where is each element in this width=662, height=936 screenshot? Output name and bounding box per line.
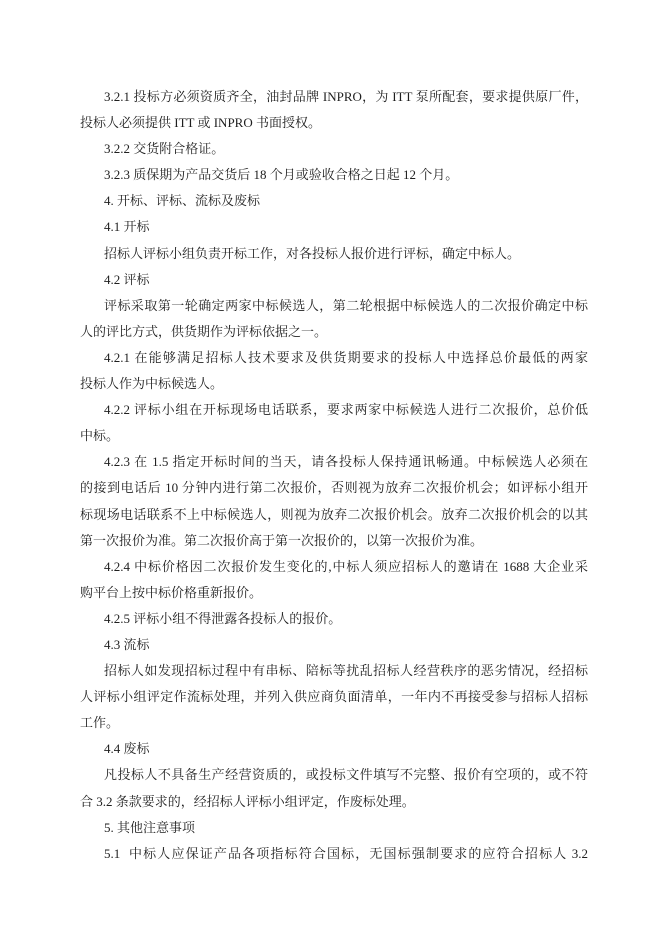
document-line: 标现场电话联系不上中标候选人，则视为放弃二次报价机会。放弃二次报价机会的以其 [80,506,588,522]
document-line: 的接到电话后 10 分钟内进行第二次报价，否则视为放弃二次报价机会；如评标小组开 [80,480,588,496]
document-line: 第一次报价为准。第二次报价高于第一次报价的，以第一次报价为准。 [80,532,484,548]
document-line: 购平台上按中标价格重新报价。 [80,584,263,600]
document-line: 4.2.1 在能够满足招标人技术要求及供货期要求的投标人中选择总价最低的两家 [104,349,588,365]
document-line: 人评标小组评定作流标处理，并列入供应商负面清单，一年内不再接受参与招标人招标 [80,689,588,705]
document-line: 投标人作为中标候选人。 [80,376,224,392]
document-line: 评标采取第一轮确定两家中标候选人，第二轮根据中标候选人的二次报价确定中标 [104,297,588,313]
document-line: 4. 开标、评标、流标及废标 [104,193,261,209]
document-line: 5. 其他注意事项 [104,819,196,835]
document-line: 5.1 中标人应保证产品各项指标符合国标，无国标强制要求的应符合招标人 3.2 [104,845,588,861]
document-line: 4.2.4 中标价格因二次报价发生变化的,中标人须应招标人的邀请在 1688 大企业采 [104,558,588,574]
document-line: 3.2.1 投标方必须资质齐全，油封品牌 INPRO，为 ITT 泵所配套，要求提供原厂件， [104,89,588,104]
document-line: 3.2.3 质保期为产品交货后 18 个月或验收合格之日起 12 个月。 [104,167,459,183]
document-line: 投标人必须提供 ITT 或 INPRO 书面授权。 [80,115,321,131]
document-line: 合 3.2 条款要求的，经招标人评标小组评定，作废标处理。 [80,793,415,809]
document-line: 4.4 废标 [104,741,150,757]
text-block [80,84,588,867]
document-line: 4.1 开标 [104,219,150,235]
document-line: 中标。 [80,428,120,444]
document-line: 人的评比方式，供货期作为评标依据之一。 [80,323,328,339]
document-line: 工作。 [80,715,120,731]
document-line: 凡投标人不具备生产经营资质的，或投标文件填写不完整、报价有空项的，或不符 [104,767,588,783]
document-line: 4.2 评标 [104,271,150,287]
document-line: 招标人评标小组负责开标工作，对各投标人报价进行评标，确定中标人。 [104,245,521,261]
document-line: 招标人如发现招标过程中有串标、陪标等扰乱招标人经营秩序的恶劣情况，经招标 [104,663,588,679]
document-line: 4.2.5 评标小组不得泄露各投标人的报价。 [104,610,342,626]
document-line: 4.2.3 在 1.5 指定开标时间的当天，请各投标人保持通讯畅通。中标候选人必须在 [104,454,588,470]
document-line: 4.2.2 评标小组在开标现场电话联系，要求两家中标候选人进行二次报价，总价低 [104,402,588,418]
document-page [80,84,588,867]
document-line: 3.2.2 交货附合格证。 [104,141,225,157]
document-line: 4.3 流标 [104,636,150,652]
